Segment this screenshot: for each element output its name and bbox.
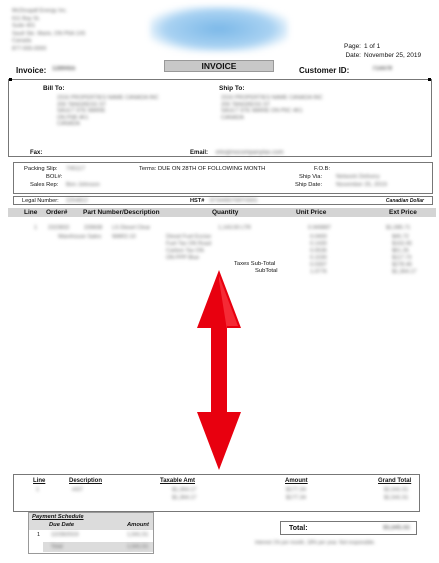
invoice-header-row <box>12 64 432 78</box>
taxes-subtotal-value: $278.46 <box>392 262 412 268</box>
summary-col-amount: Amount <box>285 478 308 484</box>
payment-amount-label: Amount <box>127 522 149 528</box>
legal-number-value: 2254812 <box>66 198 88 204</box>
ship-to-address <box>221 95 323 121</box>
invoice-number: 1289455 <box>52 66 76 72</box>
payment-row-index: 1 <box>37 532 41 538</box>
ship-to-line: CANADA <box>221 114 244 121</box>
ship-date-label: Ship Date: <box>295 182 323 188</box>
item-ext-price: $1,085.71 <box>386 225 411 231</box>
fax-label: Fax: <box>30 150 43 156</box>
tax-name: Fuel Tax ON Road <box>166 241 212 247</box>
bill-to-line: CANADA <box>57 121 80 127</box>
item-line-no: 1 <box>34 225 38 231</box>
summary-col-taxable: Taxable Amt <box>160 478 196 484</box>
summary-row-grand: $1,541.51 <box>384 487 409 493</box>
subtotal-value: $1,364.17 <box>392 269 417 275</box>
summary-row-amount: $177.34 <box>286 487 306 493</box>
email-value: info@nocompanyfax.com <box>215 150 284 156</box>
bol-label: BOL#: <box>46 174 63 180</box>
currency-label: Canadian Dollar <box>385 198 424 204</box>
terms-text: Terms: DUE ON 28TH OF FOLLOWING MONTH <box>139 166 266 172</box>
summary-row-taxable: $1,364.17 <box>172 487 197 493</box>
customer-id-label: Customer ID: <box>299 66 350 75</box>
terms-box <box>13 162 433 194</box>
ship-to-line: SAULT STE MARIE ON P6C 4K1 <box>221 108 303 114</box>
company-logo <box>150 6 288 52</box>
subtotal-qty: 1.0776 <box>310 269 327 275</box>
interest-note: Interest 1% per month, 18% per year. Not responsible. <box>255 540 376 546</box>
tax-amount: $45.72 <box>392 234 409 240</box>
page-info <box>333 42 421 60</box>
tax-name: ON PPP Blue <box>166 255 200 261</box>
legal-number-label: Legal Number: <box>22 198 59 204</box>
col-ext-price: Ext Price <box>389 209 417 216</box>
tax-amount: $117.73 <box>392 255 412 261</box>
payment-schedule <box>28 512 154 554</box>
invoice-title: INVOICE <box>164 60 274 72</box>
sales-rep-label: Sales Rep: <box>30 182 59 188</box>
col-order: Order# <box>46 209 68 216</box>
summary-col-line: Line <box>33 478 46 484</box>
bill-to-line: 206 TANGRESS ST <box>57 101 107 108</box>
tax-name: Diesel Fuel Excise <box>166 234 212 240</box>
summary-row-desc: HST <box>72 487 83 493</box>
summary-col-description: Description <box>69 478 103 484</box>
item-sub-code: WAR2-10 <box>112 234 136 240</box>
date-label: Date: <box>345 52 361 59</box>
fob-label: F.O.B: <box>314 166 331 172</box>
invoice-total <box>280 521 417 535</box>
item-unit-price: 0.949887 <box>308 225 331 231</box>
customer-id-value: 714479 <box>372 66 393 72</box>
taxes-subtotal-label: Taxes Sub-Total <box>234 261 276 267</box>
email-label: Email: <box>190 150 209 156</box>
bill-to-label: Bill To: <box>43 85 65 92</box>
company-line: Suite 401 <box>12 23 36 29</box>
tax-rate: 0.1030 <box>310 255 327 261</box>
col-quantity: Quantity <box>212 209 239 216</box>
page-value: 1 of 1 <box>364 43 381 50</box>
ship-date-value: November 25, 2019 <box>336 182 387 188</box>
packing-slip-label: Packing Slip: <box>24 166 58 172</box>
summary-col-grand-total: Grand Total <box>378 478 412 484</box>
col-line: Line <box>24 209 38 216</box>
legal-row <box>13 196 433 205</box>
col-unit-price: Unit Price <box>296 209 327 216</box>
sales-rep-value: Ben Johnson <box>66 182 100 188</box>
invoice-label: Invoice: <box>16 66 47 75</box>
tax-name: Carbon Tax ON <box>166 248 204 254</box>
ship-to-line: 206 TANGRESS ST <box>221 101 271 108</box>
ship-via-label: Ship Via: <box>299 174 323 180</box>
payment-due-date-label: Due Date <box>49 522 75 528</box>
tax-summary-box <box>13 474 420 512</box>
tax-rate: 0.1430 <box>310 241 327 247</box>
company-line: Canada <box>12 38 32 44</box>
col-part: Part Number/Description <box>83 209 160 216</box>
payment-total-value: 1,541.51 <box>127 544 149 550</box>
item-sub-desc: Warehouse Sales <box>58 234 102 240</box>
bill-to-line: SAULT STE MARIE <box>57 108 106 114</box>
company-line: McDougall Energy Inc. <box>12 8 68 14</box>
company-address <box>12 8 112 53</box>
ship-to-line: 2316 PROPERTIES NAME CANADA INC <box>221 95 323 101</box>
payment-total-label: Total <box>51 544 63 550</box>
total-value: $1,541.51 <box>383 525 410 531</box>
email-row <box>190 150 283 156</box>
bill-to-line: ON P6B 4K1 <box>57 114 89 121</box>
company-line: 877-555-0000 <box>12 45 47 52</box>
taxes-subtotal-qty: 0.0397 <box>310 262 327 268</box>
address-box <box>8 79 432 157</box>
item-part: 239608 <box>84 225 103 231</box>
double-arrow-icon <box>196 270 242 470</box>
summary-row-taxable: $1,364.17 <box>172 495 197 501</box>
payment-row-date: 12/28/2019 <box>51 532 79 538</box>
date-value: November 25, 2019 <box>364 52 422 59</box>
ship-to-label: Ship To: <box>219 85 245 92</box>
bill-to-line: 2316 PROPERTIES NAME CANADA INC <box>57 95 159 101</box>
packing-slip-value: 745117 <box>66 166 85 172</box>
payment-schedule-title: Payment Schedule <box>32 514 84 520</box>
items-header <box>8 208 436 217</box>
bill-to-address <box>57 95 159 128</box>
tax-rate: 0.0536 <box>310 248 327 254</box>
hst-value: 873449076RT0001 <box>210 198 258 204</box>
item-desc: LS Diesel Clear <box>112 225 151 231</box>
payment-row-amount: 1,541.51 <box>127 532 149 538</box>
company-line: 611 Bay St. <box>12 15 41 22</box>
ship-via-value: Network Delivery <box>336 174 380 180</box>
tax-amount: $61.26 <box>392 248 409 254</box>
tax-rate: 0.0400 <box>310 234 327 240</box>
hst-label: HST# <box>190 198 205 204</box>
company-line: Sault Ste. Marie, ON P6A 1X5 <box>12 30 86 37</box>
summary-row-grand: $1,541.51 <box>384 495 409 501</box>
summary-row-line: 1 <box>36 487 40 493</box>
item-order: 2323832 <box>48 225 70 231</box>
subtotal-label: SubTotal <box>255 268 278 274</box>
total-label: Total: <box>289 525 308 532</box>
item-qty: 1,143.00 LTR <box>218 225 251 231</box>
summary-row-amount: $177.34 <box>286 495 306 501</box>
page-label: Page: <box>344 43 361 50</box>
tax-amount: $163.45 <box>392 241 412 247</box>
